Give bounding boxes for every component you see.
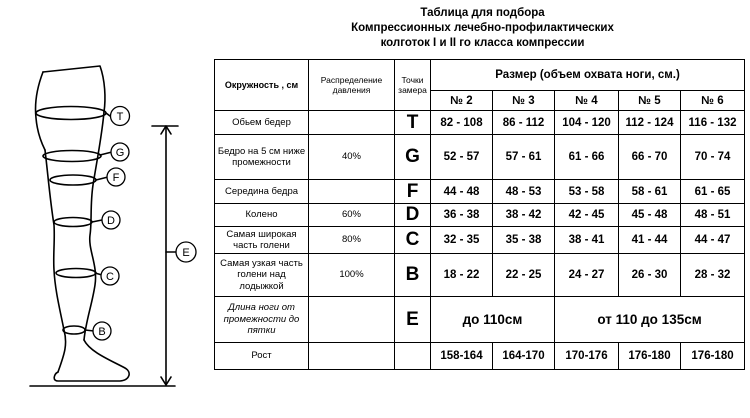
- header-size-group: Размер (объем охвата ноги, см.): [431, 60, 745, 91]
- header-pressure: Распределение давления: [309, 60, 395, 111]
- table-row: [215, 111, 745, 135]
- row-value: 35 - 38: [493, 227, 555, 254]
- size-table: [214, 59, 745, 370]
- length-range-a: до 110см: [431, 297, 555, 343]
- row-value: 48 - 51: [681, 204, 745, 227]
- leg-measurement-diagram: [0, 0, 215, 418]
- row-value: 53 - 58: [555, 180, 619, 204]
- row-value: 112 - 124: [619, 111, 681, 135]
- height-value-3: 164-170: [493, 343, 555, 370]
- row-value: 38 - 42: [493, 204, 555, 227]
- height-value-6: 176-180: [681, 343, 745, 370]
- marker-b-label: B: [98, 326, 106, 338]
- row-value: 26 - 30: [619, 254, 681, 297]
- row-point: G: [395, 135, 431, 180]
- row-pressure: 40%: [309, 135, 395, 180]
- row-label-height: Рост: [215, 343, 309, 370]
- row-point: T: [395, 111, 431, 135]
- row-point: C: [395, 227, 431, 254]
- row-pressure: 100%: [309, 254, 395, 297]
- row-value: 82 - 108: [431, 111, 493, 135]
- height-value-5: 176-180: [619, 343, 681, 370]
- header-circumference: Окружность , см: [215, 60, 309, 111]
- row-value: 57 - 61: [493, 135, 555, 180]
- row-value: 44 - 48: [431, 180, 493, 204]
- header-size-6: № 6: [681, 91, 745, 111]
- document-title: [215, 6, 750, 51]
- row-point: B: [395, 254, 431, 297]
- row-label: Обьем бедер: [215, 111, 309, 135]
- row-value: 116 - 132: [681, 111, 745, 135]
- row-value: 38 - 41: [555, 227, 619, 254]
- row-label: Самая широкая часть голени: [215, 227, 309, 254]
- row-point-length: E: [395, 297, 431, 343]
- header-points: Точки замера: [395, 60, 431, 111]
- row-value: 52 - 57: [431, 135, 493, 180]
- height-value-4: 170-176: [555, 343, 619, 370]
- table-row: [215, 180, 745, 204]
- row-label: Бедро на 5 см ниже промежности: [215, 135, 309, 180]
- row-pressure: [309, 180, 395, 204]
- row-value: 86 - 112: [493, 111, 555, 135]
- row-value: 18 - 22: [431, 254, 493, 297]
- row-value: 66 - 70: [619, 135, 681, 180]
- row-value: 61 - 66: [555, 135, 619, 180]
- length-range-b: от 110 до 135см: [555, 297, 745, 343]
- row-pressure-height: [309, 343, 395, 370]
- row-value: 41 - 44: [619, 227, 681, 254]
- row-pressure: [309, 111, 395, 135]
- title-line-2: Компрессионных лечебно-профилактических: [351, 22, 614, 34]
- row-label-length: Длина ноги от промежности до пятки: [215, 297, 309, 343]
- row-value: 45 - 48: [619, 204, 681, 227]
- row-value: 22 - 25: [493, 254, 555, 297]
- row-label: Самая узкая часть голени над лодыжкой: [215, 254, 309, 297]
- title-line-1: Таблица для подбора: [420, 7, 545, 19]
- marker-t-label: T: [116, 111, 124, 123]
- header-size-4: № 4: [555, 91, 619, 111]
- table-row-height: [215, 343, 745, 370]
- row-value: 28 - 32: [681, 254, 745, 297]
- title-line-3: колготок I и II го класса компрессии: [380, 37, 585, 49]
- row-label: Колено: [215, 204, 309, 227]
- row-value: 48 - 53: [493, 180, 555, 204]
- row-point: D: [395, 204, 431, 227]
- row-value: 44 - 47: [681, 227, 745, 254]
- row-value: 36 - 38: [431, 204, 493, 227]
- row-value: 58 - 61: [619, 180, 681, 204]
- row-pressure: 60%: [309, 204, 395, 227]
- row-pressure: 80%: [309, 227, 395, 254]
- table-row-length: [215, 297, 745, 343]
- marker-c-label: C: [106, 271, 114, 283]
- measurement-rows: [215, 111, 745, 297]
- table-row: [215, 204, 745, 227]
- row-value: 70 - 74: [681, 135, 745, 180]
- row-value: 104 - 120: [555, 111, 619, 135]
- row-point-height: [395, 343, 431, 370]
- row-value: 61 - 65: [681, 180, 745, 204]
- marker-f-label: F: [112, 172, 120, 184]
- row-value: 24 - 27: [555, 254, 619, 297]
- row-point: F: [395, 180, 431, 204]
- height-value-2: 158-164: [431, 343, 493, 370]
- table-row: [215, 254, 745, 297]
- table-row: [215, 135, 745, 180]
- row-pressure-length: [309, 297, 395, 343]
- marker-e-label: E: [182, 247, 190, 259]
- row-label: Середина бедра: [215, 180, 309, 204]
- table-row: [215, 227, 745, 254]
- header-size-5: № 5: [619, 91, 681, 111]
- header-size-2: № 2: [431, 91, 493, 111]
- header-size-3: № 3: [493, 91, 555, 111]
- marker-d-label: D: [107, 215, 115, 227]
- row-value: 42 - 45: [555, 204, 619, 227]
- marker-g-label: G: [115, 147, 125, 159]
- row-value: 32 - 35: [431, 227, 493, 254]
